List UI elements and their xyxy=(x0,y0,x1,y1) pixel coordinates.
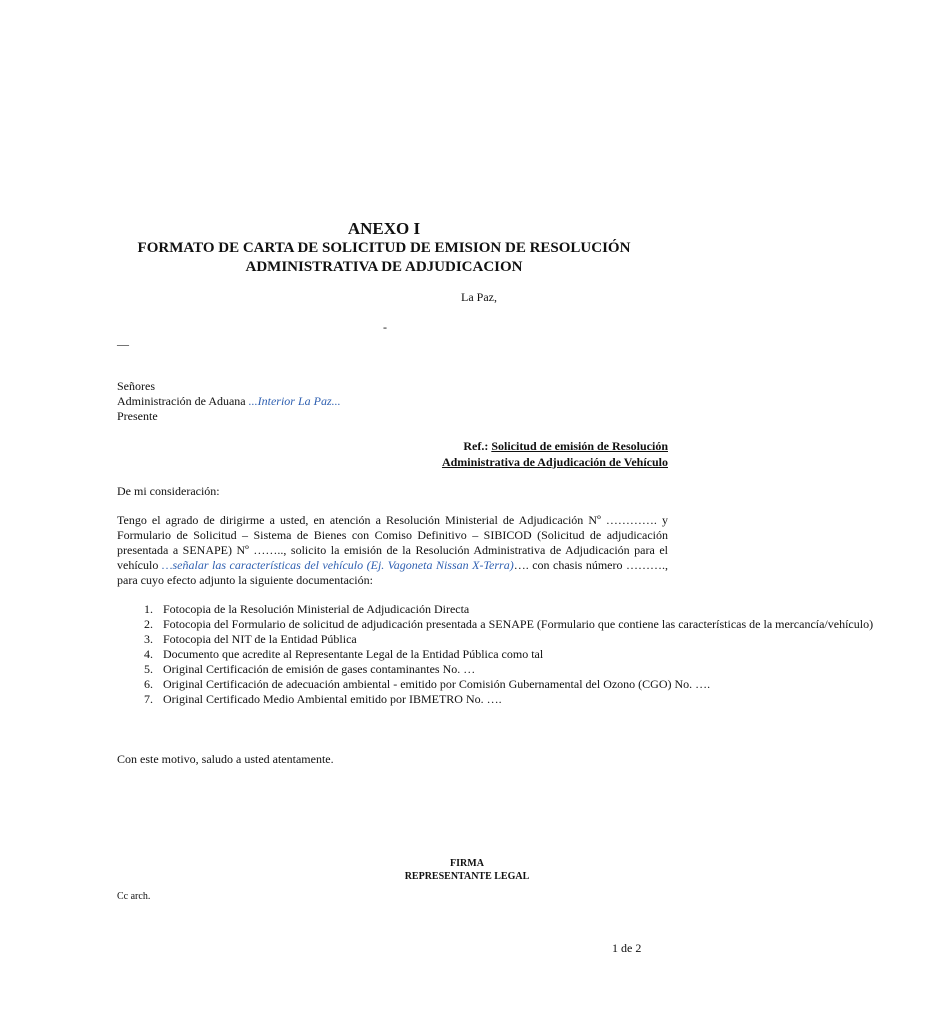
reference-label: Ref.: xyxy=(463,439,489,453)
reference-line1 xyxy=(463,438,668,454)
body-text-part2: …. con chasis número ………., para cuyo efecto adjunto la siguiente documentación: xyxy=(117,558,668,587)
list-item xyxy=(117,617,874,632)
recipient-presente: Presente xyxy=(117,409,158,423)
greeting: De mi consideración: xyxy=(117,484,220,498)
list-item-text: Documento que acredite al Representante Legal de la Entidad Pública como tal xyxy=(163,647,544,661)
closing-line: Con este motivo, saludo a usted atentamente. xyxy=(117,752,334,766)
page-number: 1 de 2 xyxy=(612,941,642,955)
long-dash-mark: — xyxy=(117,337,129,351)
list-item-text: Original Certificación de adecuación ambiental - emitido por Comisión Gubernamental del Ozono (CGO) No. …. xyxy=(163,677,711,691)
reference-text1: Solicitud de emisión de Resolución xyxy=(491,439,668,453)
recipient-office-prefix: Administración de Aduana xyxy=(117,394,249,408)
annex-title: ANEXO I xyxy=(347,219,421,238)
body-text-part1: Tengo el agrado de dirigirme a usted, en atención a Resolución Ministerial de Adjudicación Nº …………. y Formulario de Solicitud – Sistema de Bienes con Comiso Definitivo – SIBICOD (Solicitud de adjudicación presentada a SENAPE) Nº …….., solicito la emisión de la Resolución Administrativa de Adjudicación para el vehículo xyxy=(117,513,668,572)
list-item xyxy=(117,602,668,617)
list-item-text: Fotocopia de la Resolución Ministerial de Adjudicación Directa xyxy=(163,602,470,616)
list-item-number: 4. xyxy=(144,647,153,661)
list-item-number: 5. xyxy=(144,662,153,676)
recipient-office-placeholder: ...Interior La Paz... xyxy=(248,394,341,408)
list-item-text: Original Certificación de emisión de gases contaminantes No. … xyxy=(163,662,476,676)
list-item-number: 1. xyxy=(144,602,153,616)
recipient-title: Señores xyxy=(117,379,155,393)
list-item-number: 6. xyxy=(144,677,153,691)
cc-archive: Cc arch. xyxy=(117,891,151,902)
list-item-text: Original Certificado Medio Ambiental emitido por IBMETRO No. …. xyxy=(163,692,502,706)
list-item xyxy=(117,647,668,662)
list-item xyxy=(117,677,711,692)
list-item xyxy=(117,662,668,677)
list-item-number: 3. xyxy=(144,632,153,646)
place-date: La Paz, xyxy=(461,290,497,304)
signature-label: FIRMA xyxy=(450,858,484,869)
signature-role: REPRESENTANTE LEGAL xyxy=(404,871,530,882)
body-paragraph xyxy=(117,513,668,588)
documents-list xyxy=(117,602,874,707)
list-item xyxy=(117,692,668,707)
document-subtitle-line2: ADMINISTRATIVA DE ADJUDICACION xyxy=(245,259,523,275)
reference-line2: Administrativa de Adjudicación de Vehículo xyxy=(441,455,668,469)
recipient-office xyxy=(117,394,341,409)
small-dash-mark: - xyxy=(383,320,387,334)
list-item-number: 7. xyxy=(144,692,153,706)
list-item-text: Fotocopia del NIT de la Entidad Pública xyxy=(163,632,357,646)
list-item-text: Fotocopia del Formulario de solicitud de adjudicación presentada a SENAPE (Formulario que contiene las características de la mercancía/vehículo) xyxy=(163,617,874,631)
vehicle-placeholder: …señalar las características del vehículo (Ej. Vagoneta Nissan X-Terra) xyxy=(161,558,514,572)
list-item xyxy=(117,632,668,647)
document-subtitle-line1: FORMATO DE CARTA DE SOLICITUD DE EMISION DE RESOLUCIÓN xyxy=(137,240,631,256)
list-item-number: 2. xyxy=(144,617,153,631)
